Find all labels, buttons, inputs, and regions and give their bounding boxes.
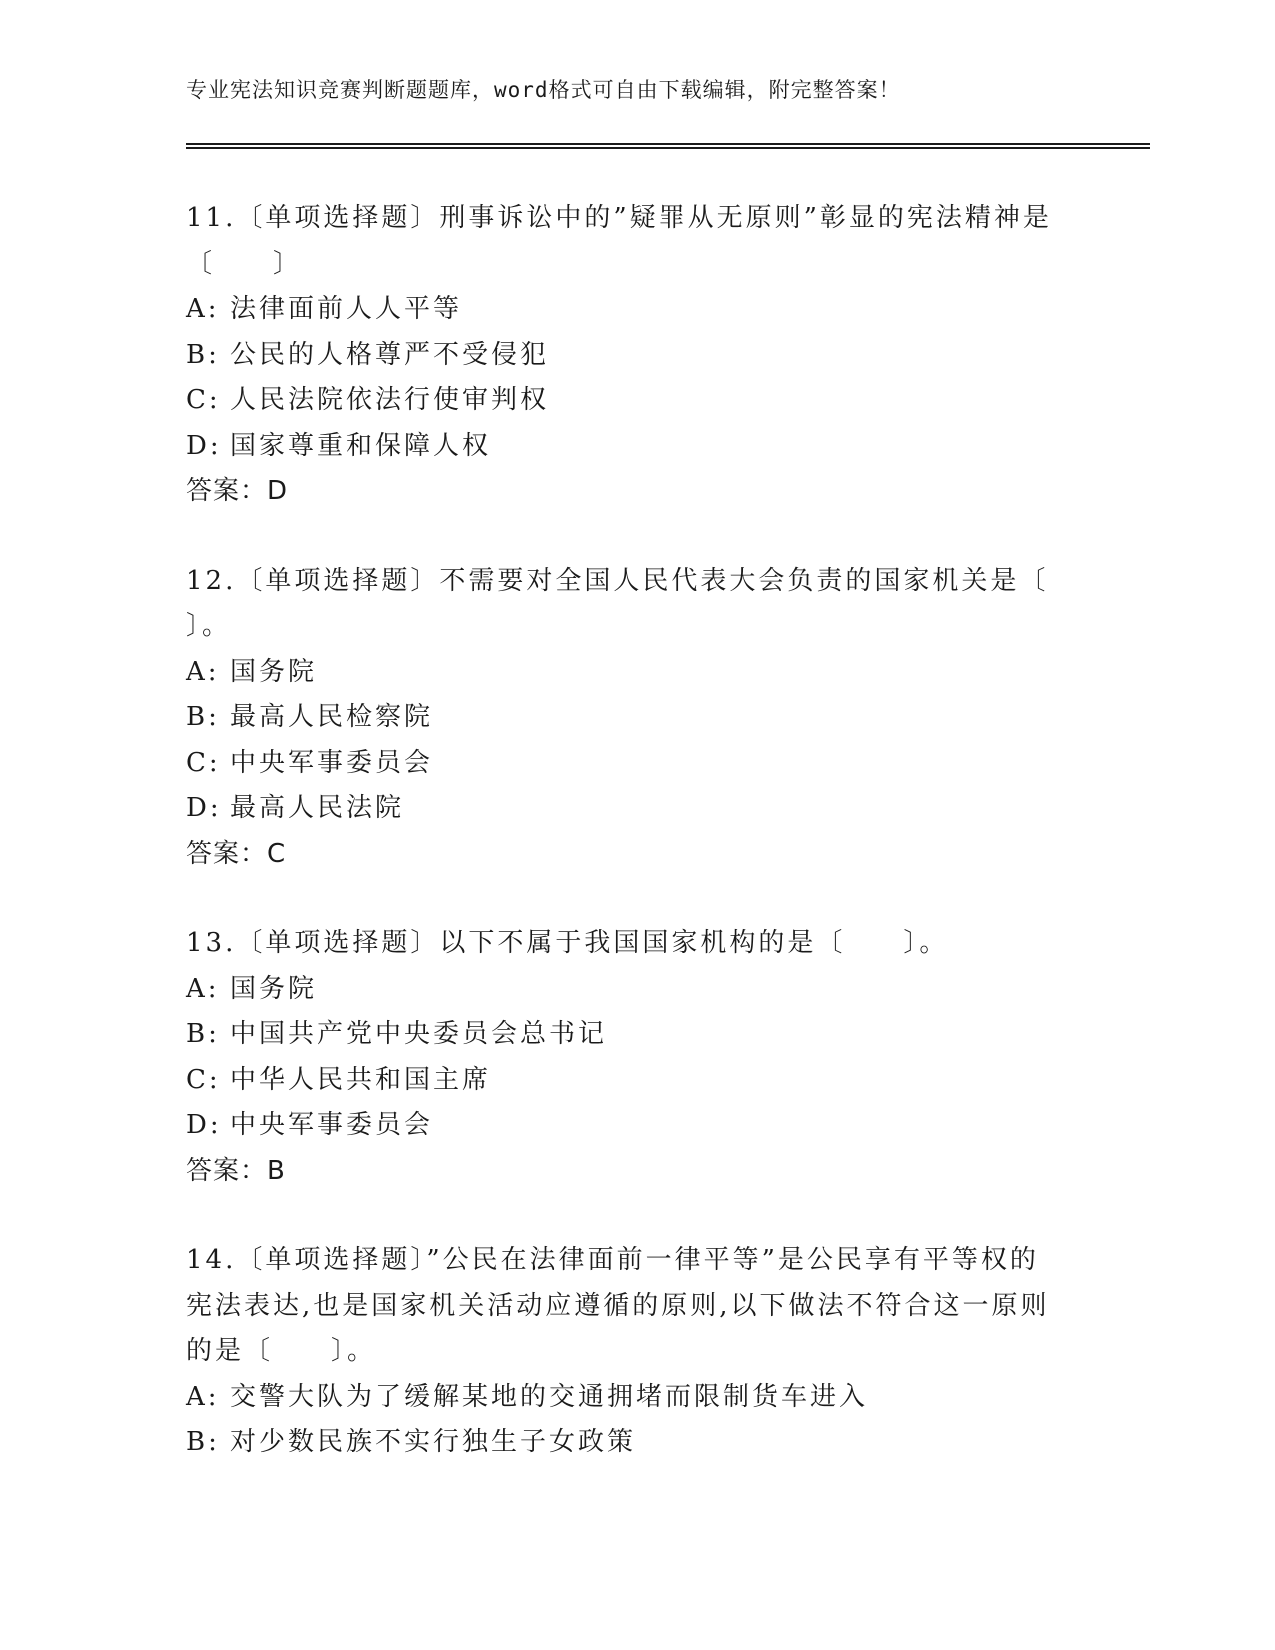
option-key: B:: [186, 702, 220, 732]
option-key: D:: [186, 793, 222, 823]
question-stem: 〕。: [186, 611, 232, 641]
option-key: C:: [186, 747, 221, 778]
question-stem: 12.〔单项选择题〕不需要对全国人民代表大会负责的国家机关是〔: [186, 565, 1049, 596]
option-text: 法律面前人人平等: [230, 294, 463, 324]
option-c: [186, 378, 1086, 424]
option-text: 中央军事委员会: [230, 1110, 434, 1140]
option-key: C:: [186, 385, 221, 415]
question-stem: 13.〔单项选择题〕以下不属于我国国家机构的是〔 〕。: [186, 928, 949, 958]
option-text: 最高人民检察院: [230, 702, 434, 732]
option-d: [186, 424, 1086, 470]
option-b: [186, 333, 1086, 379]
option-text: 国务院: [230, 973, 318, 1004]
option-key: A:: [186, 656, 220, 687]
option-text: 最高人民法院: [230, 793, 405, 823]
option-key: D:: [186, 1110, 222, 1140]
option-text: 公民的人格尊严不受侵犯: [230, 339, 550, 370]
option-key: D:: [186, 430, 222, 461]
option-b: [186, 695, 1086, 741]
option-key: B:: [186, 1019, 220, 1049]
option-text: 中华人民共和国主席: [230, 1064, 492, 1095]
option-c: [186, 1058, 1086, 1104]
option-b: [186, 1012, 1086, 1058]
option-text: 国家尊重和保障人权: [230, 430, 492, 461]
answer-line: 答案：C: [186, 838, 287, 869]
question-stem: 宪法表达,也是国家机关活动应遵循的原则,以下做法不符合这一原则: [186, 1290, 1050, 1321]
question-stem: 11.〔单项选择题〕刑事诉讼中的”疑罪从无原则”彰显的宪法精神是: [186, 203, 1052, 233]
option-key: A:: [186, 294, 220, 324]
option-key: A:: [186, 1381, 220, 1412]
option-text: 交警大队为了缓解某地的交通拥堵而限制货车进入: [230, 1381, 869, 1412]
option-key: C:: [186, 1064, 221, 1095]
option-d: [186, 786, 1086, 832]
option-d: [186, 1103, 1086, 1149]
option-key: A:: [186, 973, 220, 1004]
option-key: B:: [186, 1427, 220, 1457]
answer-line: 答案：B: [186, 1155, 286, 1186]
option-text: 人民法院依法行使审判权: [230, 385, 550, 415]
option-key: B:: [186, 339, 220, 370]
option-a: [186, 650, 1086, 696]
option-a: [186, 1375, 1086, 1421]
question-13: [186, 921, 1086, 1194]
question-stem: 的是〔 〕。: [186, 1336, 377, 1366]
question-12: [186, 559, 1086, 878]
option-c: [186, 741, 1086, 787]
option-text: 对少数民族不实行独生子女政策: [230, 1427, 637, 1457]
option-text: 中国共产党中央委员会总书记: [230, 1019, 608, 1049]
option-text: 中央军事委员会: [230, 747, 434, 778]
question-14: [186, 1238, 1086, 1466]
header-divider: [186, 143, 1150, 149]
page-header: 专业宪法知识竞赛判断题题库，word格式可自由下载编辑，附完整答案！: [186, 78, 901, 102]
option-a: [186, 287, 1086, 333]
question-list: [186, 196, 1086, 1510]
option-b: [186, 1420, 1086, 1466]
question-stem: 14.〔单项选择题〕”公民在法律面前一律平等”是公民享有平等权的: [186, 1245, 1039, 1275]
question-stem: 〔 〕: [186, 248, 303, 279]
option-text: 国务院: [230, 656, 318, 687]
question-11: [186, 196, 1086, 515]
answer-line: 答案：D: [186, 476, 289, 506]
option-a: [186, 967, 1086, 1013]
